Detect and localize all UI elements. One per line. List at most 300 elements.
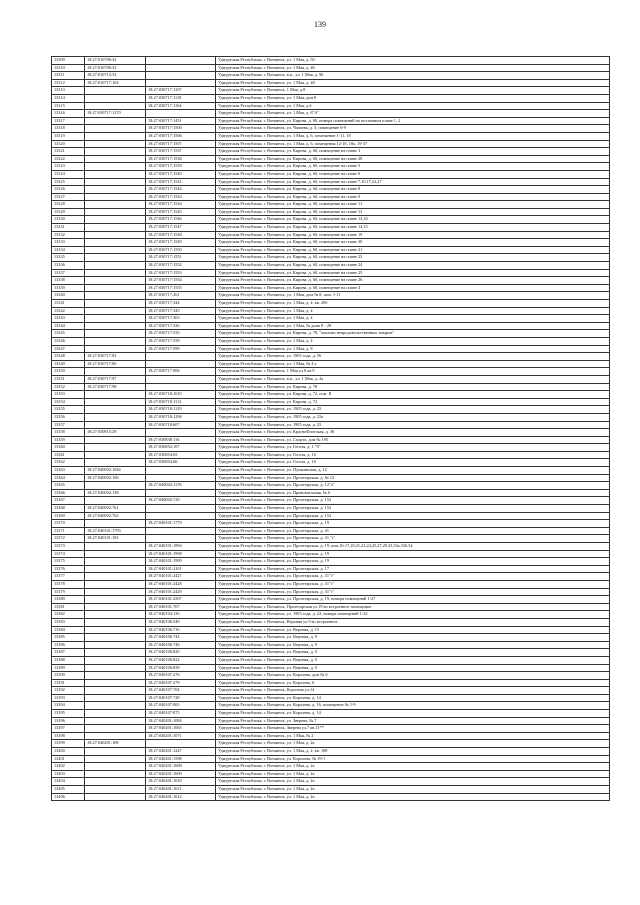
building-cadastral-number-cell: 18:27:030717:906 bbox=[146, 368, 216, 376]
row-number-cell: 13357 bbox=[52, 421, 85, 429]
table-row bbox=[52, 618, 610, 626]
land-cadastral-number-cell bbox=[85, 444, 146, 452]
table-row bbox=[52, 72, 610, 80]
row-number-cell: 13385 bbox=[52, 634, 85, 642]
land-cadastral-number-cell bbox=[85, 262, 146, 270]
building-cadastral-number-cell: 18:27:030717:1543 bbox=[146, 193, 216, 201]
address-cell: Удмуртская Республика, г. Воткинск, ул. Кирова, д. 60, помещение на плане 3 bbox=[216, 148, 610, 156]
address-cell: Удмуртская Республика, г. Воткинск, ул. Верхняя, д. 9 bbox=[216, 649, 610, 657]
address-cell: Удмуртская Республика, г. Воткинск, ул. Кирова, д. 60, номера помещений на поэтажном плане 1, 2 bbox=[216, 117, 610, 125]
table-row bbox=[52, 588, 610, 596]
row-number-cell: 13323 bbox=[52, 163, 85, 171]
row-number-cell: 13321 bbox=[52, 148, 85, 156]
address-cell: Удмуртская Республика, г. Воткинск, ул. 1 Мая, д. 2, кв. 108 bbox=[216, 748, 610, 756]
row-number-cell: 13374 bbox=[52, 550, 85, 558]
row-number-cell: 13372 bbox=[52, 535, 85, 543]
land-cadastral-number-cell bbox=[85, 497, 146, 505]
land-cadastral-number-cell bbox=[85, 717, 146, 725]
row-number-cell: 13334 bbox=[52, 246, 85, 254]
address-cell: Удмуртская Республика, г. Воткинск, ул. 1905 года, д. 25 bbox=[216, 406, 610, 414]
table-row bbox=[52, 482, 610, 490]
address-cell: Удмуртская Республика, г. Воткинск, ул. 1 Мая, д. 4, кв. 20б bbox=[216, 300, 610, 308]
building-cadastral-number-cell: 18:27:040101:2429 bbox=[146, 588, 216, 596]
land-cadastral-number-cell bbox=[85, 193, 146, 201]
table-row bbox=[52, 512, 610, 520]
building-cadastral-number-cell bbox=[146, 527, 216, 535]
building-cadastral-number-cell bbox=[146, 57, 216, 65]
table-row bbox=[52, 315, 610, 323]
address-cell: Удмуртская Республика, г. Воткинск, в.п., ул. 1 Мая, д. 96 bbox=[216, 72, 610, 80]
address-cell: Удмуртская Республика, г. Воткинск, ул. Кирова, д. 78, "магазин непродовольственных товаров" bbox=[216, 330, 610, 338]
land-cadastral-number-cell bbox=[85, 170, 146, 178]
building-cadastral-number-cell: 18:27:040101:2101 bbox=[146, 565, 216, 573]
row-number-cell: 13375 bbox=[52, 558, 85, 566]
land-cadastral-number-cell bbox=[85, 482, 146, 490]
building-cadastral-number-cell: 18:27:030717:1542 bbox=[146, 186, 216, 194]
land-cadastral-number-cell: 18:27:040002:762 bbox=[85, 512, 146, 520]
table-row bbox=[52, 634, 610, 642]
building-cadastral-number-cell: 18:27:030717:1555 bbox=[146, 284, 216, 292]
building-cadastral-number-cell: 18:27:040106:744 bbox=[146, 634, 216, 642]
address-cell: Удмуртская Республика, г. Воткинск, ул. Пролетарская, д. 19 bbox=[216, 550, 610, 558]
row-number-cell: 13353 bbox=[52, 391, 85, 399]
table-row bbox=[52, 535, 610, 543]
row-number-cell: 13345 bbox=[52, 330, 85, 338]
table-row bbox=[52, 672, 610, 680]
address-cell: Удмуртская Республика, г. Воткинск, ул. 1 Мая, д. 4 bbox=[216, 337, 610, 345]
building-cadastral-number-cell: 18:27:040101:2507 bbox=[146, 596, 216, 604]
table-row bbox=[52, 284, 610, 292]
land-cadastral-number-cell bbox=[85, 155, 146, 163]
row-number-cell: 13331 bbox=[52, 224, 85, 232]
row-number-cell: 13386 bbox=[52, 641, 85, 649]
building-cadastral-number-cell: 18:27:040107:875 bbox=[146, 710, 216, 718]
land-cadastral-number-cell bbox=[85, 254, 146, 262]
building-cadastral-number-cell: 18:27:030717:1164 bbox=[146, 102, 216, 110]
registry-body bbox=[52, 57, 610, 801]
building-cadastral-number-cell: 18:27:040201:1612 bbox=[146, 793, 216, 801]
address-cell: Удмуртская Республика, г. Воткинск, ул. Пролетарская, д. 31"г" bbox=[216, 580, 610, 588]
building-cadastral-number-cell: 18:27:030718:607 bbox=[146, 421, 216, 429]
address-cell: Удмуртская Республика, г. Воткинск, ул. 1905 года, д. 25 bbox=[216, 421, 610, 429]
address-cell: Удмуртская Республика, г. Воткинск, ул. Чапаева, д. 3, помещение 6-9 bbox=[216, 125, 610, 133]
building-cadastral-number-cell: 18:27:030717:1550 bbox=[146, 246, 216, 254]
land-cadastral-number-cell: 18:27:010713:52 bbox=[85, 72, 146, 80]
building-cadastral-number-cell bbox=[146, 360, 216, 368]
building-cadastral-number-cell: 18:27:040106:746 bbox=[146, 641, 216, 649]
land-cadastral-number-cell bbox=[85, 580, 146, 588]
land-cadastral-number-cell: 18:27:010706:32 bbox=[85, 57, 146, 65]
table-row bbox=[52, 307, 610, 315]
address-cell: Удмуртская Республика, г. Воткинск, ул. Кирова, д. 60, помещение на плане 7,10,17,22,27 bbox=[216, 178, 610, 186]
address-cell: Удмуртская Республика, г. Воткинск, ул. Верхняя, д. 9 bbox=[216, 634, 610, 642]
row-number-cell: 13393 bbox=[52, 694, 85, 702]
row-number-cell: 13367 bbox=[52, 497, 85, 505]
land-cadastral-number-cell bbox=[85, 641, 146, 649]
land-cadastral-number-cell bbox=[85, 596, 146, 604]
address-cell: Удмуртская Республика, г. Воткинск, ул. Кирова, д. 60, помещение на плане 5 bbox=[216, 163, 610, 171]
land-cadastral-number-cell bbox=[85, 246, 146, 254]
address-cell: Удмуртская Республика, г. Воткинск, ул. Верхняя, д. 15 bbox=[216, 626, 610, 634]
land-cadastral-number-cell bbox=[85, 656, 146, 664]
land-cadastral-number-cell bbox=[85, 284, 146, 292]
address-cell: Удмуртская Республика, г. Воткинск, ул. Кирова, д. 60, помещение на плане 23 bbox=[216, 254, 610, 262]
row-number-cell: 13327 bbox=[52, 193, 85, 201]
building-cadastral-number-cell: 18:27:030717:363 bbox=[146, 315, 216, 323]
building-cadastral-number-cell: 18:27:040106:716 bbox=[146, 626, 216, 634]
address-cell: Удмуртская Республика, г. Воткинск, ул. 1 Мая, д. 2а bbox=[216, 793, 610, 801]
row-number-cell: 13333 bbox=[52, 239, 85, 247]
table-row bbox=[52, 436, 610, 444]
table-row bbox=[52, 337, 610, 345]
row-number-cell: 13355 bbox=[52, 406, 85, 414]
building-cadastral-number-cell bbox=[146, 467, 216, 475]
table-row bbox=[52, 383, 610, 391]
building-cadastral-number-cell: 18:27:030717:1545 bbox=[146, 208, 216, 216]
land-cadastral-number-cell bbox=[85, 664, 146, 672]
address-cell: Удмуртская Республика, г. Воткинск, ул. Пролетарская, д. 31 "г" bbox=[216, 535, 610, 543]
table-row bbox=[52, 778, 610, 786]
building-cadastral-number-cell: 18:27:030717:1553 bbox=[146, 269, 216, 277]
building-cadastral-number-cell: 18:27:030717:558 bbox=[146, 337, 216, 345]
building-cadastral-number-cell: 18:27:030718:1129 bbox=[146, 406, 216, 414]
land-cadastral-number-cell bbox=[85, 186, 146, 194]
building-cadastral-number-cell bbox=[146, 79, 216, 87]
land-cadastral-number-cell bbox=[85, 573, 146, 581]
row-number-cell: 13396 bbox=[52, 717, 85, 725]
land-cadastral-number-cell bbox=[85, 748, 146, 756]
land-cadastral-number-cell bbox=[85, 148, 146, 156]
row-number-cell: 13371 bbox=[52, 527, 85, 535]
land-cadastral-number-cell: 18:27:030717:1270 bbox=[85, 110, 146, 118]
land-cadastral-number-cell: 18:27:030815:29 bbox=[85, 429, 146, 437]
table-row bbox=[52, 793, 610, 801]
building-cadastral-number-cell bbox=[146, 383, 216, 391]
row-number-cell: 13341 bbox=[52, 300, 85, 308]
land-cadastral-number-cell bbox=[85, 550, 146, 558]
row-number-cell: 13377 bbox=[52, 573, 85, 581]
building-cadastral-number-cell: 18:27:030854:66 bbox=[146, 459, 216, 467]
land-cadastral-number-cell bbox=[85, 322, 146, 330]
address-cell: Удмуртская Республика, г. Воткинск, ул. Кирова, д. 60, помещение на плане 21 bbox=[216, 246, 610, 254]
table-row bbox=[52, 87, 610, 95]
row-number-cell: 13399 bbox=[52, 740, 85, 748]
table-row bbox=[52, 444, 610, 452]
building-cadastral-number-cell: 18:27:030717:1540 bbox=[146, 170, 216, 178]
address-cell: Удмуртская Республика, г. Воткинск, ул. Кирова, д. 60, помещение на плане 25 bbox=[216, 269, 610, 277]
row-number-cell: 13312 bbox=[52, 79, 85, 87]
table-row bbox=[52, 64, 610, 72]
address-cell: Удмуртская Республика, г. Воткинск, ул. Кирова, д. 78 bbox=[216, 383, 610, 391]
address-cell: Удмуртская Республика, г. Воткинск, ул. Пролетарская, д. 152 bbox=[216, 505, 610, 513]
address-cell: Удмуртская Республика, г. Воткинск, ул. Королева, № 19-1 bbox=[216, 755, 610, 763]
address-cell: Удмуртская Республика, г. Воткинск, ул. Кирова, д. 60, помещение на плане 12 bbox=[216, 208, 610, 216]
address-cell: Удмуртская Республика, г. Воткинск, ул. Пролетарская, д. 19, пом.16-17,20,21,23,24,25,27,29,33,33а,33б,34 bbox=[216, 543, 610, 551]
address-cell: Удмуртская Республика, г. Воткинск, ул. 1 Мая, д. 48 bbox=[216, 79, 610, 87]
row-number-cell: 13328 bbox=[52, 201, 85, 209]
address-cell: Удмуртская Республика, г. Воткинск, ул. Пролетарская, д. 31"г" bbox=[216, 573, 610, 581]
building-cadastral-number-cell: 18:27:030717:1547 bbox=[146, 224, 216, 232]
table-row bbox=[52, 186, 610, 194]
row-number-cell: 13315 bbox=[52, 102, 85, 110]
address-cell: Удмуртская Республика, г. Воткинск, ул. 1 Мая, д. 6, помещения 12-18, 18а, 19-37 bbox=[216, 140, 610, 148]
land-cadastral-number-cell bbox=[85, 436, 146, 444]
address-cell: Удмуртская Республика, г. Воткинск, в.п., ул. 1 Мая, д. 4а bbox=[216, 375, 610, 383]
row-number-cell: 13343 bbox=[52, 315, 85, 323]
building-cadastral-number-cell: 18:27:030838:116 bbox=[146, 436, 216, 444]
table-row bbox=[52, 110, 610, 118]
table-row bbox=[52, 649, 610, 657]
table-row bbox=[52, 580, 610, 588]
address-cell: Удмуртская Республика, г. Воткинск, ул. Кирова, д. 60, помещение на плане 6 bbox=[216, 170, 610, 178]
row-number-cell: 13326 bbox=[52, 186, 85, 194]
land-cadastral-number-cell bbox=[85, 201, 146, 209]
address-cell: Удмуртская Республика, г. Воткинск, ул. 1 Мая, д. 6"А" bbox=[216, 110, 610, 118]
land-cadastral-number-cell bbox=[85, 649, 146, 657]
building-cadastral-number-cell bbox=[146, 64, 216, 72]
building-cadastral-number-cell: 18:27:030717:526 bbox=[146, 322, 216, 330]
building-cadastral-number-cell: 18:27:040107:276 bbox=[146, 672, 216, 680]
table-row bbox=[52, 125, 610, 133]
building-cadastral-number-cell: 18:27:030717:1539 bbox=[146, 163, 216, 171]
land-cadastral-number-cell bbox=[85, 132, 146, 140]
row-number-cell: 13329 bbox=[52, 208, 85, 216]
building-cadastral-number-cell: 18:27:030717:1537 bbox=[146, 148, 216, 156]
address-cell: Удмуртская Республика, г. Воткинск, ул. Пролетарская, д. № 12 bbox=[216, 474, 610, 482]
table-row bbox=[52, 505, 610, 513]
address-cell: Удмуртская Республика, г. Воткинск, ул. Кирова, д. 60, помещение на плане 14,15 bbox=[216, 224, 610, 232]
row-number-cell: 13336 bbox=[52, 262, 85, 270]
row-number-cell: 13339 bbox=[52, 284, 85, 292]
table-row bbox=[52, 558, 610, 566]
building-cadastral-number-cell: 18:27:040101:1994 bbox=[146, 543, 216, 551]
row-number-cell: 13389 bbox=[52, 664, 85, 672]
row-number-cell: 13354 bbox=[52, 398, 85, 406]
building-cadastral-number-cell: 18:27:040106:839 bbox=[146, 664, 216, 672]
row-number-cell: 13370 bbox=[52, 520, 85, 528]
row-number-cell: 13376 bbox=[52, 565, 85, 573]
table-row bbox=[52, 375, 610, 383]
row-number-cell: 13403 bbox=[52, 770, 85, 778]
building-cadastral-number-cell: 18:27:040101:2427 bbox=[146, 573, 216, 581]
table-row bbox=[52, 573, 610, 581]
land-cadastral-number-cell bbox=[85, 588, 146, 596]
row-number-cell: 13360 bbox=[52, 444, 85, 452]
address-cell: Удмуртская Республика, г. Воткинск, ул. Верхняя, д. 9 bbox=[216, 664, 610, 672]
row-number-cell: 13352 bbox=[52, 383, 85, 391]
table-row bbox=[52, 193, 610, 201]
land-cadastral-number-cell: 18:27:040002:138 bbox=[85, 489, 146, 497]
land-cadastral-number-cell bbox=[85, 140, 146, 148]
row-number-cell: 13365 bbox=[52, 482, 85, 490]
land-cadastral-number-cell bbox=[85, 558, 146, 566]
address-cell: Удмуртская Республика, г. Воткинск, ул. Пролетарская, д. 19 bbox=[216, 558, 610, 566]
table-row bbox=[52, 398, 610, 406]
address-cell: Удмуртская Республика, г. Воткинск, ул. Кирова, д. 60, помещение на плане 24 bbox=[216, 262, 610, 270]
address-cell: Удмуртская Республика, г. Воткинск, ул. Королева, д. 14 bbox=[216, 694, 610, 702]
row-number-cell: 13382 bbox=[52, 611, 85, 619]
address-cell: Удмуртская Республика, г. Воткинск, ул. Кирова, д. 72, пом. II bbox=[216, 391, 610, 399]
building-cadastral-number-cell: 18:27:030718:1112 bbox=[146, 398, 216, 406]
building-cadastral-number-cell: 18:27:040201:1608 bbox=[146, 763, 216, 771]
address-cell: Удмуртская Республика, г. Воткинск, ул. 1 Мая, дом № 8, пом. 1-11 bbox=[216, 292, 610, 300]
building-cadastral-number-cell: 18:27:040201:1071 bbox=[146, 732, 216, 740]
land-cadastral-number-cell bbox=[85, 770, 146, 778]
building-cadastral-number-cell: 18:27:030717:535 bbox=[146, 330, 216, 338]
row-number-cell: 13381 bbox=[52, 603, 85, 611]
address-cell: Удмуртская Республика, г. Воткинск, Верхняя ул.9 во встроенное bbox=[216, 618, 610, 626]
table-row bbox=[52, 292, 610, 300]
table-row bbox=[52, 748, 610, 756]
land-cadastral-number-cell bbox=[85, 269, 146, 277]
address-cell: Удмуртская Республика, г. Воткинск, ул. Гоголя, д. 16 bbox=[216, 459, 610, 467]
table-row bbox=[52, 262, 610, 270]
land-cadastral-number-cell bbox=[85, 398, 146, 406]
table-row bbox=[52, 786, 610, 794]
building-cadastral-number-cell bbox=[146, 474, 216, 482]
land-cadastral-number-cell: 18:27:030717:83 bbox=[85, 353, 146, 361]
land-cadastral-number-cell bbox=[85, 421, 146, 429]
table-row bbox=[52, 603, 610, 611]
address-cell: Удмуртская Республика, г. Воткинск, ул. 1 Мая, д. 8 bbox=[216, 345, 610, 353]
table-row bbox=[52, 170, 610, 178]
land-cadastral-number-cell bbox=[85, 565, 146, 573]
address-cell: Удмуртская Республика, г. Воткинск, 1 Мая, д.8 bbox=[216, 87, 610, 95]
row-number-cell: 13366 bbox=[52, 489, 85, 497]
table-row bbox=[52, 763, 610, 771]
address-cell: Удмуртская Республика, г. Воткинск, ул. Королева, 6 bbox=[216, 679, 610, 687]
row-number-cell: 13378 bbox=[52, 580, 85, 588]
address-cell: Удмуртская Республика, г. Воткинск, ул. Пушкинская, д. 12 bbox=[216, 467, 610, 475]
row-number-cell: 13359 bbox=[52, 436, 85, 444]
building-cadastral-number-cell: 18:27:030717:1507 bbox=[146, 140, 216, 148]
table-row bbox=[52, 300, 610, 308]
address-cell: Удмуртская Республика, г. Воткинск, ул. 1 Мая, д. 2а bbox=[216, 778, 610, 786]
table-row bbox=[52, 117, 610, 125]
row-number-cell: 13340 bbox=[52, 292, 85, 300]
land-cadastral-number-cell bbox=[85, 763, 146, 771]
row-number-cell: 13338 bbox=[52, 277, 85, 285]
table-row bbox=[52, 224, 610, 232]
table-row bbox=[52, 79, 610, 87]
address-cell: Удмуртская Республика, г. Воткинск, ул. Гоголя, д. 1 "б" bbox=[216, 444, 610, 452]
land-cadastral-number-cell bbox=[85, 702, 146, 710]
row-number-cell: 13392 bbox=[52, 687, 85, 695]
building-cadastral-number-cell: 18:27:030717:1538 bbox=[146, 155, 216, 163]
row-number-cell: 13349 bbox=[52, 360, 85, 368]
row-number-cell: 13400 bbox=[52, 748, 85, 756]
table-row bbox=[52, 717, 610, 725]
table-row bbox=[52, 770, 610, 778]
table-row bbox=[52, 527, 610, 535]
table-row bbox=[52, 687, 610, 695]
address-cell: Удмуртская Республика, г. Воткинск, ул. Гоголя, д. 16 bbox=[216, 451, 610, 459]
address-cell: Удмуртская Республика, г. Воткинск, 1 Мая ул.8 кв.9 bbox=[216, 368, 610, 376]
table-row bbox=[52, 451, 610, 459]
building-cadastral-number-cell bbox=[146, 740, 216, 748]
address-cell: Удмуртская Республика, г. Воткинск, Королева ул.14 bbox=[216, 687, 610, 695]
building-cadastral-number-cell: 18:27:030717:1118 bbox=[146, 94, 216, 102]
row-number-cell: 13379 bbox=[52, 588, 85, 596]
row-number-cell: 13313 bbox=[52, 87, 85, 95]
table-row bbox=[52, 231, 610, 239]
table-row bbox=[52, 216, 610, 224]
table-row bbox=[52, 140, 610, 148]
land-cadastral-number-cell bbox=[85, 277, 146, 285]
table-row bbox=[52, 710, 610, 718]
building-cadastral-number-cell: 18:27:040107:704 bbox=[146, 687, 216, 695]
address-cell: Удмуртская Республика, г. Воткинск, ул. Королева, дом № 6 bbox=[216, 672, 610, 680]
row-number-cell: 13364 bbox=[52, 474, 85, 482]
table-row bbox=[52, 497, 610, 505]
table-row bbox=[52, 201, 610, 209]
table-row bbox=[52, 694, 610, 702]
land-cadastral-number-cell bbox=[85, 725, 146, 733]
building-cadastral-number-cell bbox=[146, 375, 216, 383]
address-cell: Удмуртская Республика, г. Воткинск, ул. Королева, д. 16, помещение № 1-9 bbox=[216, 702, 610, 710]
table-row bbox=[52, 163, 610, 171]
table-row bbox=[52, 702, 610, 710]
building-cadastral-number-cell: 18:27:040107:865 bbox=[146, 702, 216, 710]
land-cadastral-number-cell bbox=[85, 793, 146, 801]
address-cell: Удмуртская Республика, г. Воткинск, ул. Кирова, д. 60, помещение на плане 19 bbox=[216, 231, 610, 239]
row-number-cell: 13311 bbox=[52, 72, 85, 80]
building-cadastral-number-cell: 18:27:030717:1544 bbox=[146, 201, 216, 209]
building-cadastral-number-cell: 18:27:040002:1176 bbox=[146, 482, 216, 490]
land-cadastral-number-cell: 18:27:030717:98 bbox=[85, 383, 146, 391]
table-row bbox=[52, 611, 610, 619]
table-row bbox=[52, 239, 610, 247]
row-number-cell: 13351 bbox=[52, 375, 85, 383]
table-row bbox=[52, 102, 610, 110]
address-cell: Удмуртская Республика, г. Воткинск, ул. Спорта, дом № 195 bbox=[216, 436, 610, 444]
land-cadastral-number-cell: 18:27:040101:181 bbox=[85, 535, 146, 543]
row-number-cell: 13387 bbox=[52, 649, 85, 657]
table-row bbox=[52, 732, 610, 740]
address-cell: Удмуртская Республика, г. Воткинск, ул. 1 Мая, № дома 8 - 28 bbox=[216, 322, 610, 330]
address-cell: Удмуртская Республика, г. Воткинск, ул. Пролетарская, д. 17 bbox=[216, 565, 610, 573]
land-cadastral-number-cell bbox=[85, 292, 146, 300]
row-number-cell: 13318 bbox=[52, 125, 85, 133]
address-cell: Удмуртская Республика, г. Воткинск, ул. 1 Мая, д.4 bbox=[216, 102, 610, 110]
land-cadastral-number-cell bbox=[85, 611, 146, 619]
land-cadastral-number-cell bbox=[85, 520, 146, 528]
address-cell: Удмуртская Республика, г. Воткинск, ул. 1 Мая, д. 6, помещение 1-11, 18 bbox=[216, 132, 610, 140]
land-cadastral-number-cell: 18:27:040201:108 bbox=[85, 740, 146, 748]
building-cadastral-number-cell bbox=[146, 489, 216, 497]
table-row bbox=[52, 474, 610, 482]
land-cadastral-number-cell bbox=[85, 239, 146, 247]
address-cell: Удмуртская Республика, г. Воткинск, ул. Кирова, д. 60, помещение на плане 9 bbox=[216, 193, 610, 201]
address-cell: Удмуртская Республика, г. Воткинск, ул. Пролетарская, д. 152 bbox=[216, 497, 610, 505]
building-cadastral-number-cell: 18:27:030717:1107 bbox=[146, 87, 216, 95]
address-cell: Удмуртская Республика, г. Воткинск, ул. Пролетарская, д. 19, номера помещений 1-27 bbox=[216, 596, 610, 604]
row-number-cell: 13401 bbox=[52, 755, 85, 763]
land-cadastral-number-cell bbox=[85, 451, 146, 459]
table-row bbox=[52, 246, 610, 254]
land-cadastral-number-cell bbox=[85, 231, 146, 239]
building-cadastral-number-cell: 18:27:040201:1609 bbox=[146, 770, 216, 778]
land-cadastral-number-cell bbox=[85, 732, 146, 740]
table-row bbox=[52, 725, 610, 733]
row-number-cell: 13395 bbox=[52, 710, 85, 718]
table-row bbox=[52, 740, 610, 748]
address-cell: Удмуртская Республика, г. Воткинск, ул. Кирова, д. 60, помещение на плане 8 bbox=[216, 186, 610, 194]
row-number-cell: 13368 bbox=[52, 505, 85, 513]
building-cadastral-number-cell: 18:27:040106:549 bbox=[146, 618, 216, 626]
row-number-cell: 13324 bbox=[52, 170, 85, 178]
building-cadastral-number-cell: 18:27:030717:1541 bbox=[146, 178, 216, 186]
